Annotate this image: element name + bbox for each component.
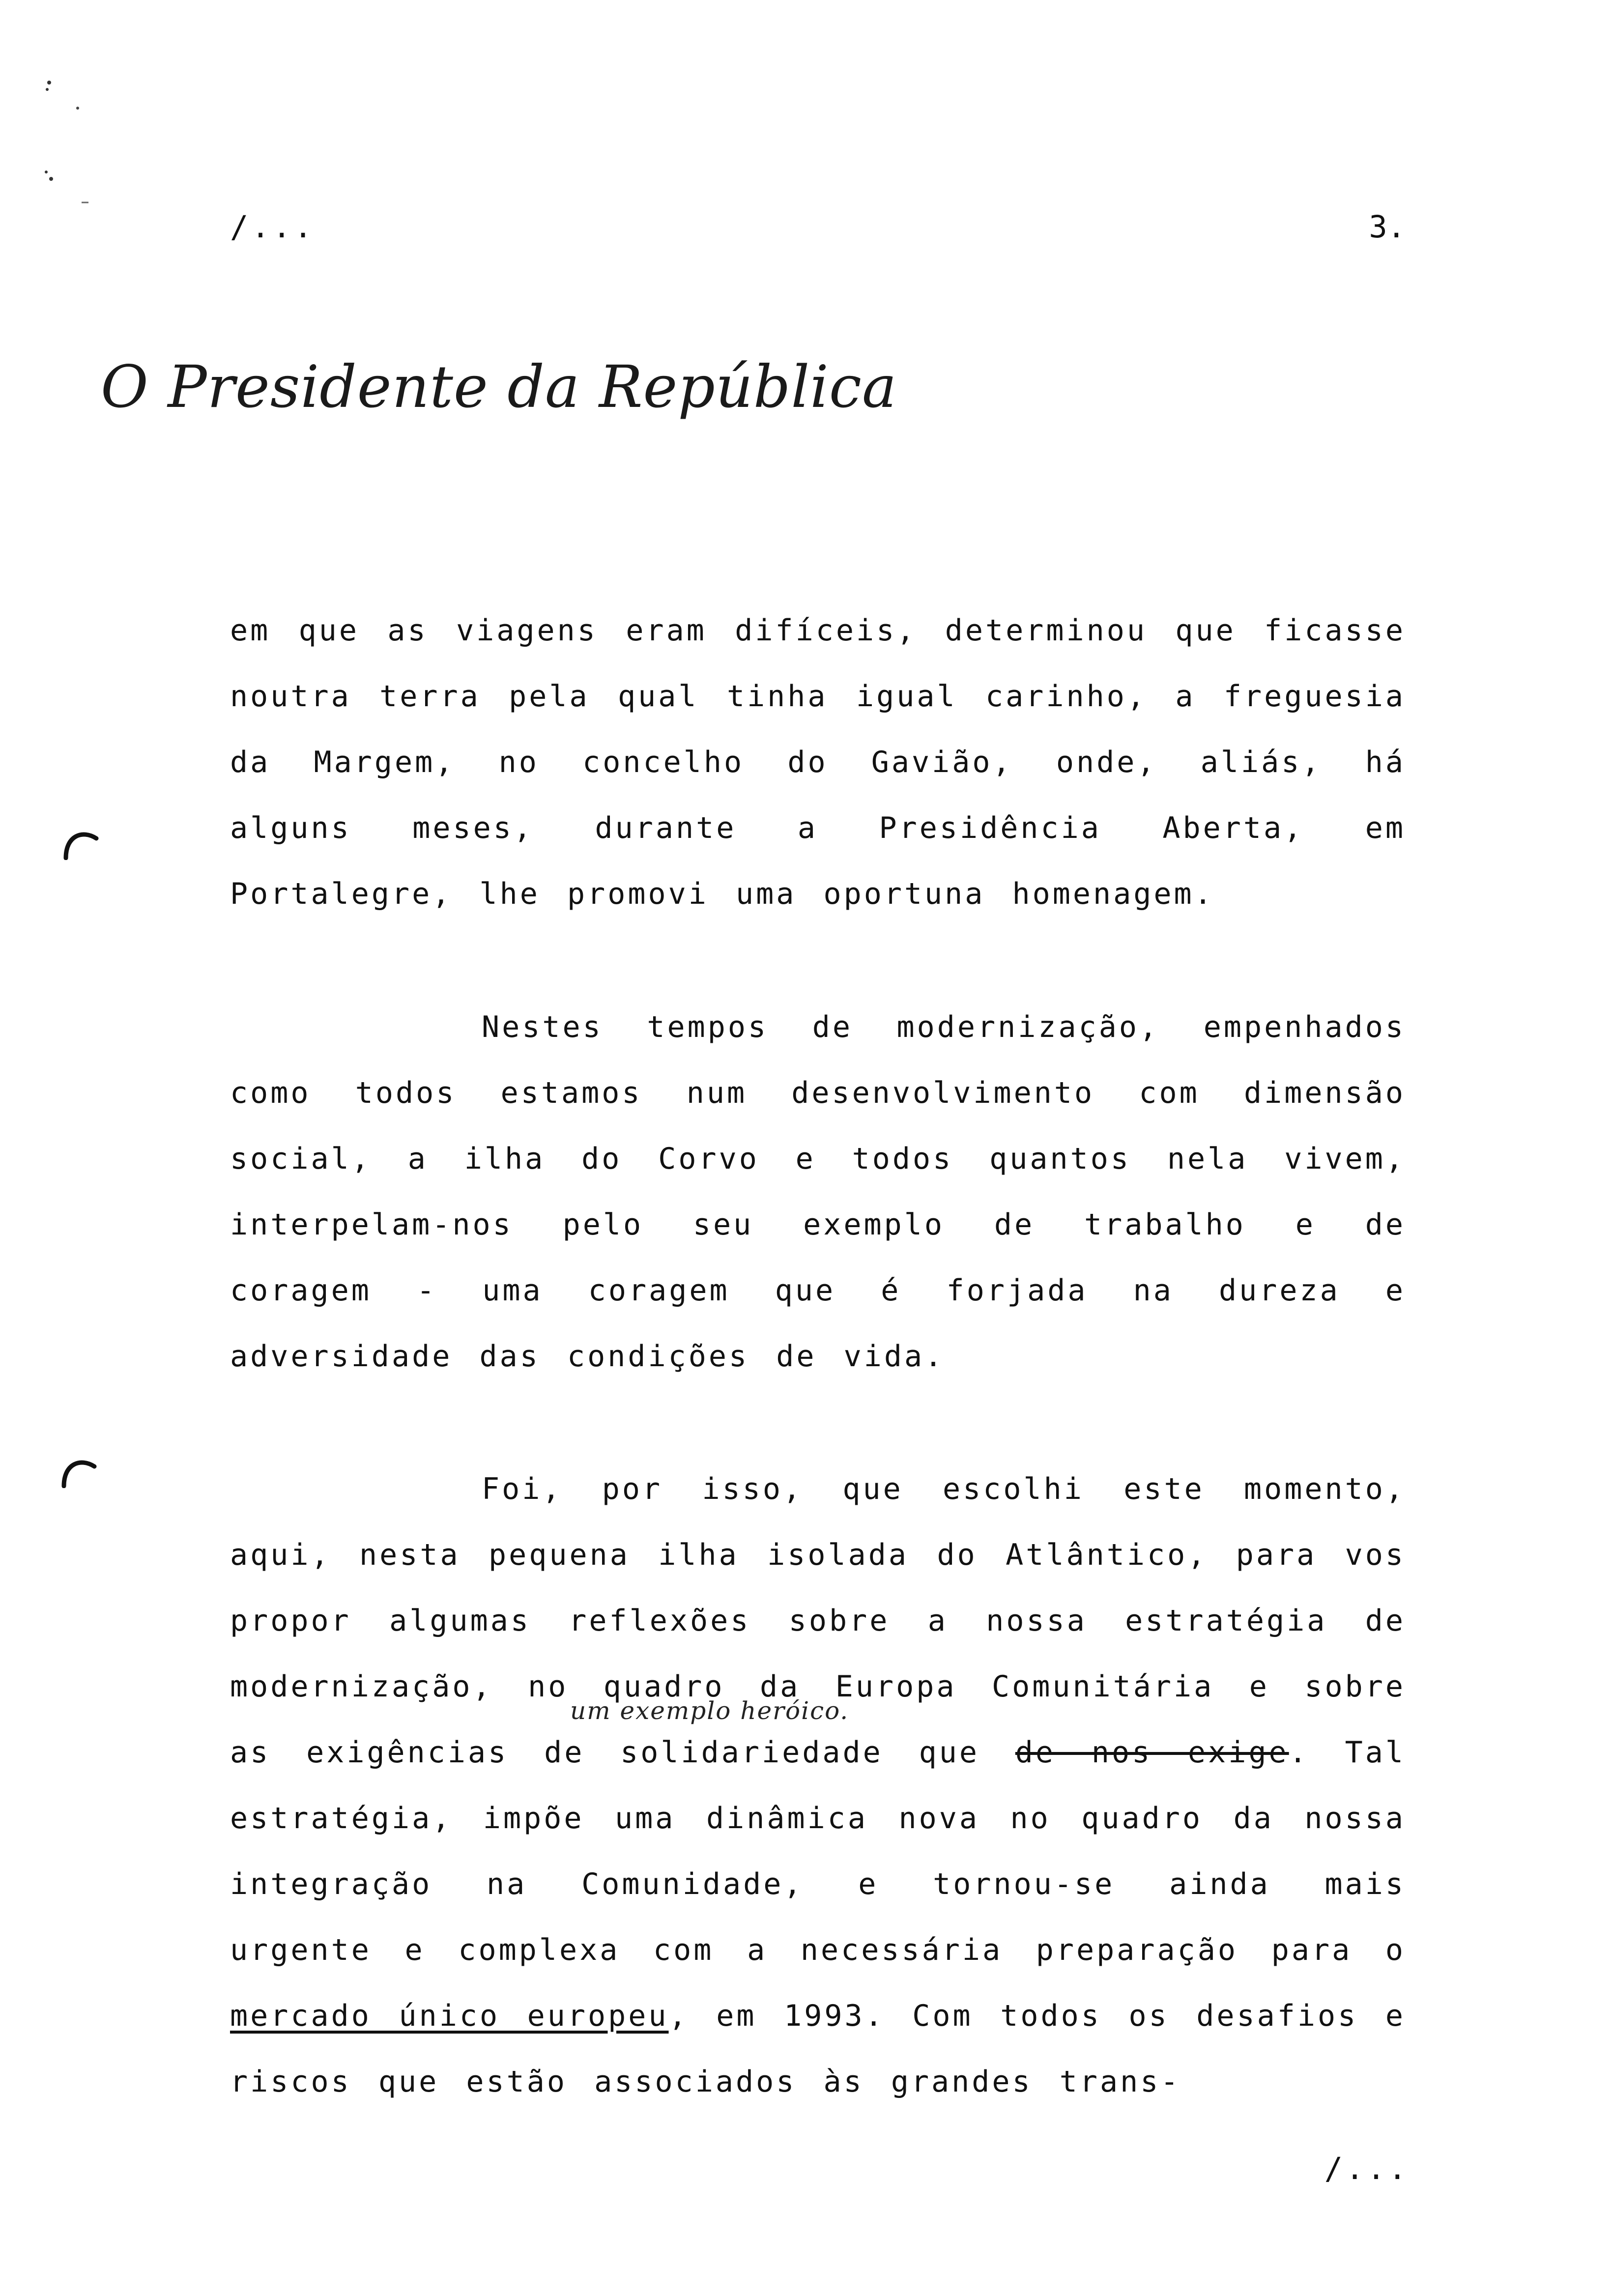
continuation-marker-top: /... (230, 209, 316, 245)
paragraph-1: em que as viagens eram difíceis, determinou que ficasse noutra terra pela qual tinha igual carinho, a freguesia da Margem, no concelho do Gavião, onde, aliás, há alguns meses, durante a Presidência Aberta, em Portalegre, lhe promovi uma oportuna homenagem. (230, 613, 1406, 911)
underlined-text: mercado único europeu (230, 1999, 669, 2033)
paragraph-2: Nestes tempos de modernização, empenhados como todos estamos num desenvolvimento com dimensão social, a ilha do Corvo e todos quantos nela vivem, interpelam-nos pelo seu exemplo de trabalho e de coragem - uma coragem que é forjada na dureza e adversidade das condições de vida. (230, 1010, 1406, 1374)
continuation-marker-bottom: /... (1324, 2151, 1410, 2186)
letterhead: O Presidente da República (101, 353, 897, 421)
scan-specks (39, 74, 98, 221)
page-number: 3. (1369, 209, 1406, 245)
paragraph-3 (230, 1456, 1406, 2115)
struck-text: de nos exige (1015, 1735, 1289, 1770)
paragraph-mark-icon (63, 826, 99, 860)
paragraph-3-text-c: , em 1993. Com todos os desafios e riscos que estão associados às grandes trans- (230, 1999, 1406, 2099)
paragraph-3-text-a: Foi, por isso, que escolhi este momento, aqui, nesta pequena ilha isolada do Atlântico, para vos propor algumas reflexões sobre a nossa estratégia de modernização, no quadro da Europa Comunitária e sobre as exigências de solidariedade que (230, 1472, 1406, 1770)
paragraph-3-text-b: . Tal estratégia, impõe uma dinâmica nova no quadro da nossa integração na Comunidade, e tornou-se ainda mais urgente e complexa com a necessária preparação para o (230, 1735, 1406, 1967)
handwritten-insertion: um exemplo heróico. (570, 1696, 849, 1725)
paragraph-mark-icon (61, 1454, 97, 1488)
